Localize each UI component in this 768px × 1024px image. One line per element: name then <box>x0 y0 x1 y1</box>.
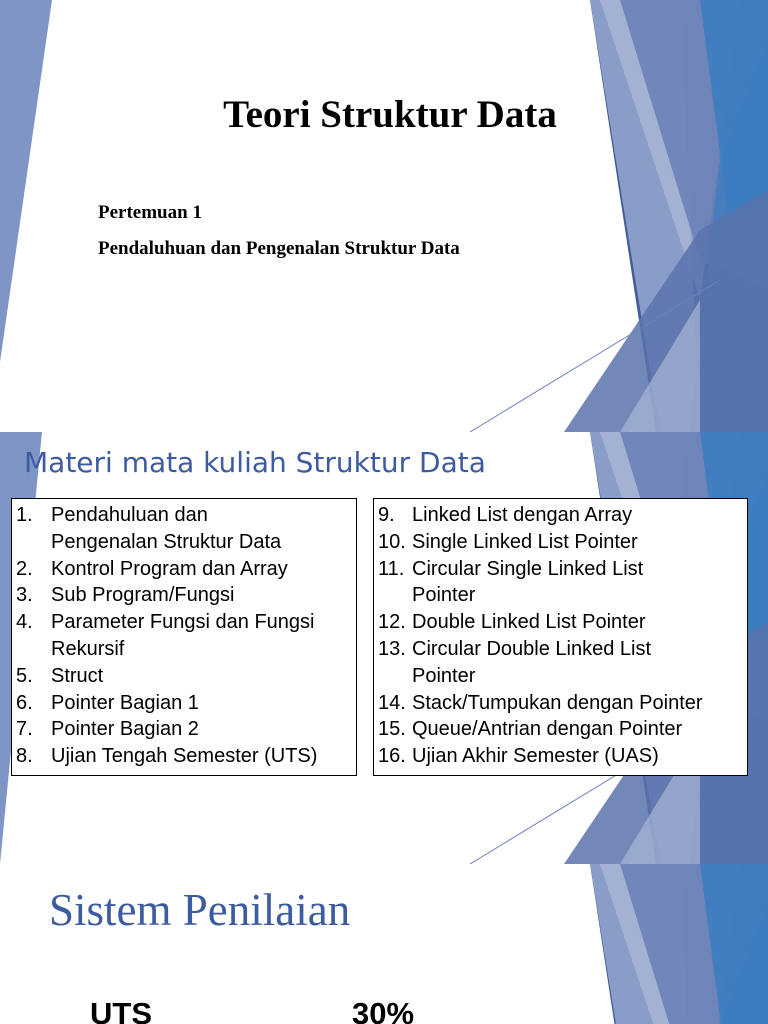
list-item <box>378 556 743 583</box>
list-item-number <box>378 582 412 609</box>
slide-title-text: Teori Struktur Data <box>223 93 557 136</box>
meeting-label: Pertemuan 1 <box>98 202 202 223</box>
list-item-number: 4. <box>16 611 33 634</box>
topic-list-right <box>373 498 748 776</box>
list-item-number: 10. <box>378 530 406 553</box>
list-item-text: Ujian Akhir Semester (UAS) <box>412 745 659 768</box>
list-item <box>16 502 352 529</box>
slide-course-material <box>0 432 768 864</box>
list-item <box>16 529 352 556</box>
list-item-number: 8. <box>16 745 33 768</box>
list-item-number: 3. <box>16 584 33 607</box>
list-item-number: 9. <box>378 504 395 526</box>
list-item-text: Pendahuluan dan <box>51 504 208 526</box>
list-item <box>378 636 743 663</box>
list-item-number: 6. <box>16 691 33 714</box>
list-item <box>378 690 743 717</box>
list-item <box>378 582 743 609</box>
list-item-number: 16. <box>378 745 406 768</box>
list-item <box>378 529 743 556</box>
list-item-text: Queue/Antrian dengan Pointer <box>412 718 683 741</box>
course-material-heading: Materi mata kuliah Struktur Data <box>24 446 486 479</box>
list-item-number: 1. <box>16 504 33 526</box>
list-item-number: 2. <box>16 557 33 580</box>
list-item-number <box>16 636 51 663</box>
slide-title <box>0 0 768 432</box>
list-item <box>16 663 352 690</box>
list-item-number <box>378 663 412 690</box>
list-item-text: Ujian Tengah Semester (UTS) <box>51 745 318 768</box>
list-item <box>16 609 352 636</box>
list-item-number <box>16 529 51 556</box>
topic-list <box>16 502 352 770</box>
list-item <box>16 716 352 743</box>
list-item-number: 5. <box>16 664 33 687</box>
topic-list-left <box>11 498 357 776</box>
list-item <box>16 690 352 717</box>
list-item-text: Circular Single Linked List <box>412 557 644 580</box>
list-item <box>16 556 352 583</box>
list-item-text: Double Linked List Pointer <box>412 611 646 634</box>
list-item-text: Pengenalan Struktur Data <box>51 530 282 553</box>
grade-component-label: UTS <box>90 996 152 1024</box>
list-item <box>16 582 352 609</box>
grade-component-weight: 30% <box>352 996 415 1024</box>
list-item-text: Pointer Bagian 1 <box>51 691 199 714</box>
list-item-number: 11. <box>378 557 405 580</box>
list-item <box>16 636 352 663</box>
list-item-text: Linked List dengan Array <box>412 504 633 526</box>
list-item-text: Kontrol Program dan Array <box>51 557 288 580</box>
list-item-text: Rekursif <box>51 637 125 660</box>
list-item <box>378 716 743 743</box>
list-item-text: Sub Program/Fungsi <box>51 584 235 607</box>
list-item-text: Struct <box>51 664 104 687</box>
list-item-number: 13. <box>378 637 406 660</box>
list-item <box>378 743 743 770</box>
list-item-text: Circular Double Linked List <box>412 637 652 660</box>
list-item-number: 14. <box>378 691 406 714</box>
list-item-number: 15. <box>378 718 406 741</box>
list-item-number: 12. <box>378 611 406 634</box>
list-item <box>378 663 743 690</box>
list-item-text: Pointer <box>412 664 476 687</box>
meeting-topic: Pendaluhuan dan Pengenalan Struktur Data <box>98 238 460 259</box>
slide-grading-system <box>0 864 768 1024</box>
grading-heading: Sistem Penilaian <box>49 885 351 935</box>
list-item <box>16 743 352 770</box>
list-item-text: Single Linked List Pointer <box>412 530 638 553</box>
topic-list <box>378 502 743 770</box>
list-item <box>378 502 743 529</box>
list-item-text: Pointer <box>412 584 476 607</box>
list-item-number: 7. <box>16 718 33 741</box>
list-item <box>378 609 743 636</box>
list-item-text: Pointer Bagian 2 <box>51 718 199 741</box>
list-item-text: Parameter Fungsi dan Fungsi <box>51 611 315 634</box>
list-item-text: Stack/Tumpukan dengan Pointer <box>412 691 703 714</box>
